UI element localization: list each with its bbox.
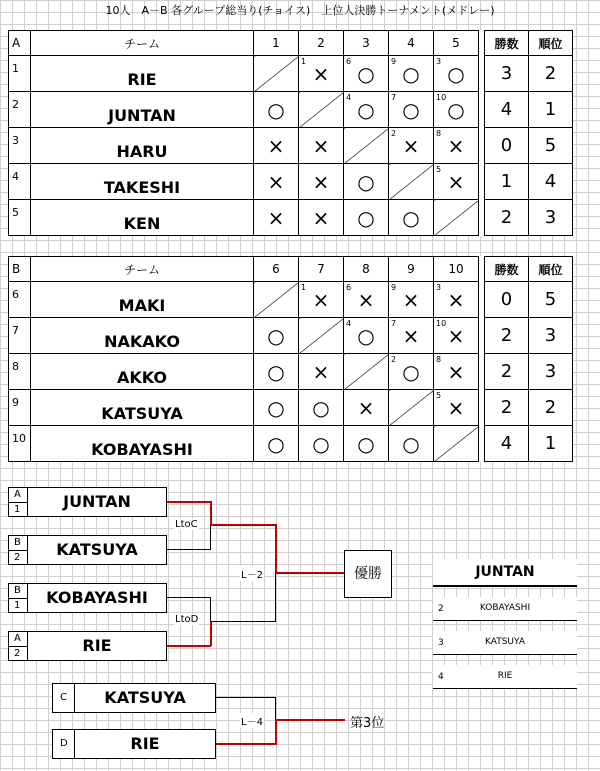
self-match-cell [389, 390, 434, 426]
wins-count: 2 [485, 390, 529, 426]
win-mark [434, 56, 479, 92]
cross-mark: × [357, 395, 375, 420]
team-index: 6 [9, 282, 31, 318]
winner-line [210, 621, 212, 646]
rank: 5 [529, 282, 573, 318]
team-row [9, 318, 573, 354]
self-match-cell [254, 56, 299, 92]
self-match-cell [344, 354, 389, 390]
cross-mark: × [312, 61, 330, 86]
winner-line [167, 645, 211, 647]
win-mark [389, 426, 434, 462]
cross-mark: × [447, 133, 465, 158]
team-row [9, 200, 573, 236]
circle-mark: ○ [267, 395, 285, 420]
seed-box [8, 631, 28, 661]
seed-divider [9, 550, 27, 551]
loss-mark [434, 164, 479, 200]
self-match-cell [299, 92, 344, 128]
circle-mark: ○ [357, 61, 375, 86]
bracket-line [167, 597, 211, 598]
team-header: チーム [31, 31, 254, 56]
third-place-entry-name: RIE [74, 729, 216, 759]
loss-mark [254, 128, 299, 164]
team-header: チーム [31, 257, 254, 282]
col-header: 9 [389, 257, 434, 282]
team-name: AKKO [31, 354, 254, 390]
seed-divider [9, 502, 27, 503]
self-match-cell [434, 200, 479, 236]
results-row [433, 631, 577, 655]
self-match-cell [389, 164, 434, 200]
seed-box [52, 729, 75, 759]
seed-group: D [60, 738, 68, 749]
team-row [9, 390, 573, 426]
circle-mark: ○ [312, 395, 330, 420]
match-label: LtoC [175, 519, 198, 530]
rank: 2 [529, 390, 573, 426]
cross-mark: × [402, 287, 420, 312]
results-name: RIE [497, 671, 513, 681]
win-mark [254, 354, 299, 390]
team-index: 1 [9, 56, 31, 92]
seed-box [52, 683, 75, 713]
match-order-number: 8 [436, 129, 442, 138]
bracket-entry-name: KOBAYASHI [27, 583, 167, 613]
rank: 2 [529, 56, 573, 92]
win-mark [254, 92, 299, 128]
cross-mark: × [447, 323, 465, 348]
win-mark [344, 426, 389, 462]
win-mark [299, 390, 344, 426]
wins-count: 4 [485, 426, 529, 462]
col-header: 8 [344, 257, 389, 282]
wins-count: 0 [485, 282, 529, 318]
cross-mark: × [447, 169, 465, 194]
win-mark [344, 56, 389, 92]
team-name: JUNTAN [31, 92, 254, 128]
results-name: KATSUYA [485, 637, 525, 647]
winner-line [275, 524, 277, 573]
rank-header: 順位 [529, 257, 573, 282]
match-order-number: 1 [301, 57, 307, 66]
loss-mark [434, 354, 479, 390]
loss-mark [434, 282, 479, 318]
bracket-line [275, 573, 276, 621]
match-order-number: 5 [436, 165, 442, 174]
group-a-header-row [9, 31, 573, 56]
win-mark [344, 92, 389, 128]
seed-divider [9, 646, 27, 647]
col-header: 7 [299, 257, 344, 282]
circle-mark: ○ [267, 431, 285, 456]
cross-mark: × [312, 169, 330, 194]
col-header: 4 [389, 31, 434, 56]
match-label: L－2 [240, 566, 264, 581]
loss-mark [254, 164, 299, 200]
circle-mark: ○ [402, 97, 420, 122]
seed-rank: 2 [14, 552, 21, 563]
team-row [9, 426, 573, 462]
seed-rank: 2 [14, 648, 21, 659]
win-mark [389, 354, 434, 390]
cross-mark: × [267, 205, 285, 230]
team-index: 10 [9, 426, 31, 462]
cross-mark: × [447, 359, 465, 384]
circle-mark: ○ [357, 205, 375, 230]
col-header: 10 [434, 257, 479, 282]
match-order-number: 10 [436, 93, 447, 102]
circle-mark: ○ [267, 359, 285, 384]
wins-count: 2 [485, 200, 529, 236]
col-header: 1 [254, 31, 299, 56]
cross-mark: × [267, 169, 285, 194]
team-name: HARU [31, 128, 254, 164]
loss-mark [254, 200, 299, 236]
win-mark [254, 426, 299, 462]
match-order-number: 4 [346, 93, 352, 102]
team-name: RIE [31, 56, 254, 92]
loss-mark [299, 354, 344, 390]
loss-mark [434, 390, 479, 426]
col-header: 6 [254, 257, 299, 282]
match-order-number: 9 [391, 57, 397, 66]
self-match-cell [434, 426, 479, 462]
cross-mark: × [402, 133, 420, 158]
win-mark [434, 92, 479, 128]
win-mark [344, 200, 389, 236]
third-place-label: 第3位 [350, 716, 385, 731]
circle-mark: ○ [402, 431, 420, 456]
winner-line [276, 572, 344, 574]
rank: 4 [529, 164, 573, 200]
group-a-league-table [8, 30, 573, 236]
team-name: KATSUYA [31, 390, 254, 426]
cross-mark: × [447, 287, 465, 312]
seed-box [8, 535, 28, 565]
loss-mark [344, 390, 389, 426]
bracket-line [216, 697, 276, 698]
match-order-number: 8 [436, 355, 442, 364]
match-label: L－4 [240, 713, 264, 728]
bracket-line [275, 697, 276, 720]
circle-mark: ○ [402, 205, 420, 230]
circle-mark: ○ [447, 97, 465, 122]
seed-rank: 1 [14, 600, 21, 611]
seed-rank: 1 [14, 504, 21, 515]
winner-name: JUNTAN [433, 559, 577, 587]
self-match-cell [344, 128, 389, 164]
seed-divider [9, 598, 27, 599]
team-row [9, 128, 573, 164]
bracket-entry-name: JUNTAN [27, 487, 167, 517]
match-order-number: 2 [391, 129, 397, 138]
circle-mark: ○ [312, 431, 330, 456]
win-mark [389, 56, 434, 92]
match-order-number: 7 [391, 93, 397, 102]
circle-mark: ○ [402, 61, 420, 86]
cross-mark: × [402, 323, 420, 348]
page-title: 10人 A－B 各グループ総当り(チョイス) 上位人決勝トーナメント(メドレー) [105, 4, 495, 17]
winner-line [210, 501, 212, 525]
match-order-number: 9 [391, 283, 397, 292]
team-row [9, 92, 573, 128]
wins-count: 1 [485, 164, 529, 200]
win-mark [299, 426, 344, 462]
match-order-number: 6 [346, 283, 352, 292]
cross-mark: × [312, 133, 330, 158]
loss-mark [389, 128, 434, 164]
rank: 5 [529, 128, 573, 164]
col-header: 2 [299, 31, 344, 56]
loss-mark [299, 128, 344, 164]
win-mark [254, 390, 299, 426]
team-index: 8 [9, 354, 31, 390]
circle-mark: ○ [267, 97, 285, 122]
team-index: 9 [9, 390, 31, 426]
seed-group: A [14, 633, 21, 644]
match-order-number: 5 [436, 391, 442, 400]
bracket-entry-name: KATSUYA [27, 535, 167, 565]
winner-line [276, 719, 345, 721]
seed-box [8, 583, 28, 613]
col-header: 3 [344, 31, 389, 56]
wins-header: 勝数 [485, 257, 529, 282]
results-name: KOBAYASHI [479, 603, 531, 613]
rank: 3 [529, 200, 573, 236]
group-b-league-table [8, 256, 573, 462]
loss-mark [299, 164, 344, 200]
match-order-number: 6 [346, 57, 352, 66]
cross-mark: × [312, 359, 330, 384]
rank: 1 [529, 426, 573, 462]
bracket-line [167, 549, 211, 550]
rank: 3 [529, 318, 573, 354]
loss-mark [299, 56, 344, 92]
seed-box [8, 487, 28, 517]
circle-mark: ○ [402, 359, 420, 384]
wins-count: 0 [485, 128, 529, 164]
seed-group: C [60, 692, 67, 703]
cross-mark: × [357, 287, 375, 312]
circle-mark: ○ [267, 323, 285, 348]
team-name: KEN [31, 200, 254, 236]
bracket-entry-name: RIE [27, 631, 167, 661]
win-mark [254, 318, 299, 354]
cross-mark: × [312, 287, 330, 312]
circle-mark: ○ [357, 323, 375, 348]
team-index: 5 [9, 200, 31, 236]
circle-mark: ○ [447, 61, 465, 86]
team-name: MAKI [31, 282, 254, 318]
win-mark [344, 164, 389, 200]
match-order-number: 4 [346, 319, 352, 328]
wins-count: 2 [485, 318, 529, 354]
win-mark [389, 92, 434, 128]
rank: 1 [529, 92, 573, 128]
champion-box: 優勝 [344, 550, 392, 598]
wins-count: 2 [485, 354, 529, 390]
seed-group: B [14, 537, 21, 548]
match-order-number: 2 [391, 355, 397, 364]
winner-line [211, 524, 276, 526]
match-order-number: 1 [301, 283, 307, 292]
match-order-number: 3 [436, 57, 442, 66]
win-mark [389, 200, 434, 236]
circle-mark: ○ [357, 169, 375, 194]
results-row [433, 665, 577, 689]
bracket-line [211, 621, 276, 622]
rank-header: 順位 [529, 31, 573, 56]
cross-mark: × [267, 133, 285, 158]
third-place-entry-name: KATSUYA [74, 683, 216, 713]
winner-line [275, 719, 277, 744]
wins-count: 3 [485, 56, 529, 92]
results-row [433, 597, 577, 621]
results-list [433, 559, 577, 689]
cross-mark: × [312, 205, 330, 230]
results-place: 4 [438, 672, 444, 682]
loss-mark [299, 200, 344, 236]
team-name: NAKAKO [31, 318, 254, 354]
team-index: 7 [9, 318, 31, 354]
bracket-line [210, 597, 211, 621]
team-name: TAKESHI [31, 164, 254, 200]
winner-line [167, 501, 211, 503]
loss-mark [434, 318, 479, 354]
col-header: 5 [434, 31, 479, 56]
team-index: 2 [9, 92, 31, 128]
wins-header: 勝数 [485, 31, 529, 56]
loss-mark [389, 318, 434, 354]
win-mark [344, 318, 389, 354]
team-row [9, 282, 573, 318]
wins-count: 4 [485, 92, 529, 128]
results-place: 2 [438, 604, 444, 614]
team-index: 3 [9, 128, 31, 164]
group-a-label: A [9, 31, 31, 56]
results-place: 3 [438, 638, 444, 648]
self-match-cell [254, 282, 299, 318]
match-order-number: 3 [436, 283, 442, 292]
loss-mark [344, 282, 389, 318]
loss-mark [434, 128, 479, 164]
team-row [9, 56, 573, 92]
team-name: KOBAYASHI [31, 426, 254, 462]
winner-line [216, 743, 277, 745]
cross-mark: × [447, 395, 465, 420]
seed-group: B [14, 585, 21, 596]
team-row [9, 164, 573, 200]
team-index: 4 [9, 164, 31, 200]
loss-mark [299, 282, 344, 318]
seed-group: A [14, 489, 21, 500]
match-order-number: 7 [391, 319, 397, 328]
self-match-cell [299, 318, 344, 354]
group-b-header-row [9, 257, 573, 282]
rank: 3 [529, 354, 573, 390]
match-order-number: 10 [436, 319, 447, 328]
loss-mark [389, 282, 434, 318]
circle-mark: ○ [357, 97, 375, 122]
match-label: LtoD [175, 614, 199, 625]
circle-mark: ○ [357, 431, 375, 456]
team-row [9, 354, 573, 390]
group-b-label: B [9, 257, 31, 282]
bracket-line [210, 525, 211, 550]
